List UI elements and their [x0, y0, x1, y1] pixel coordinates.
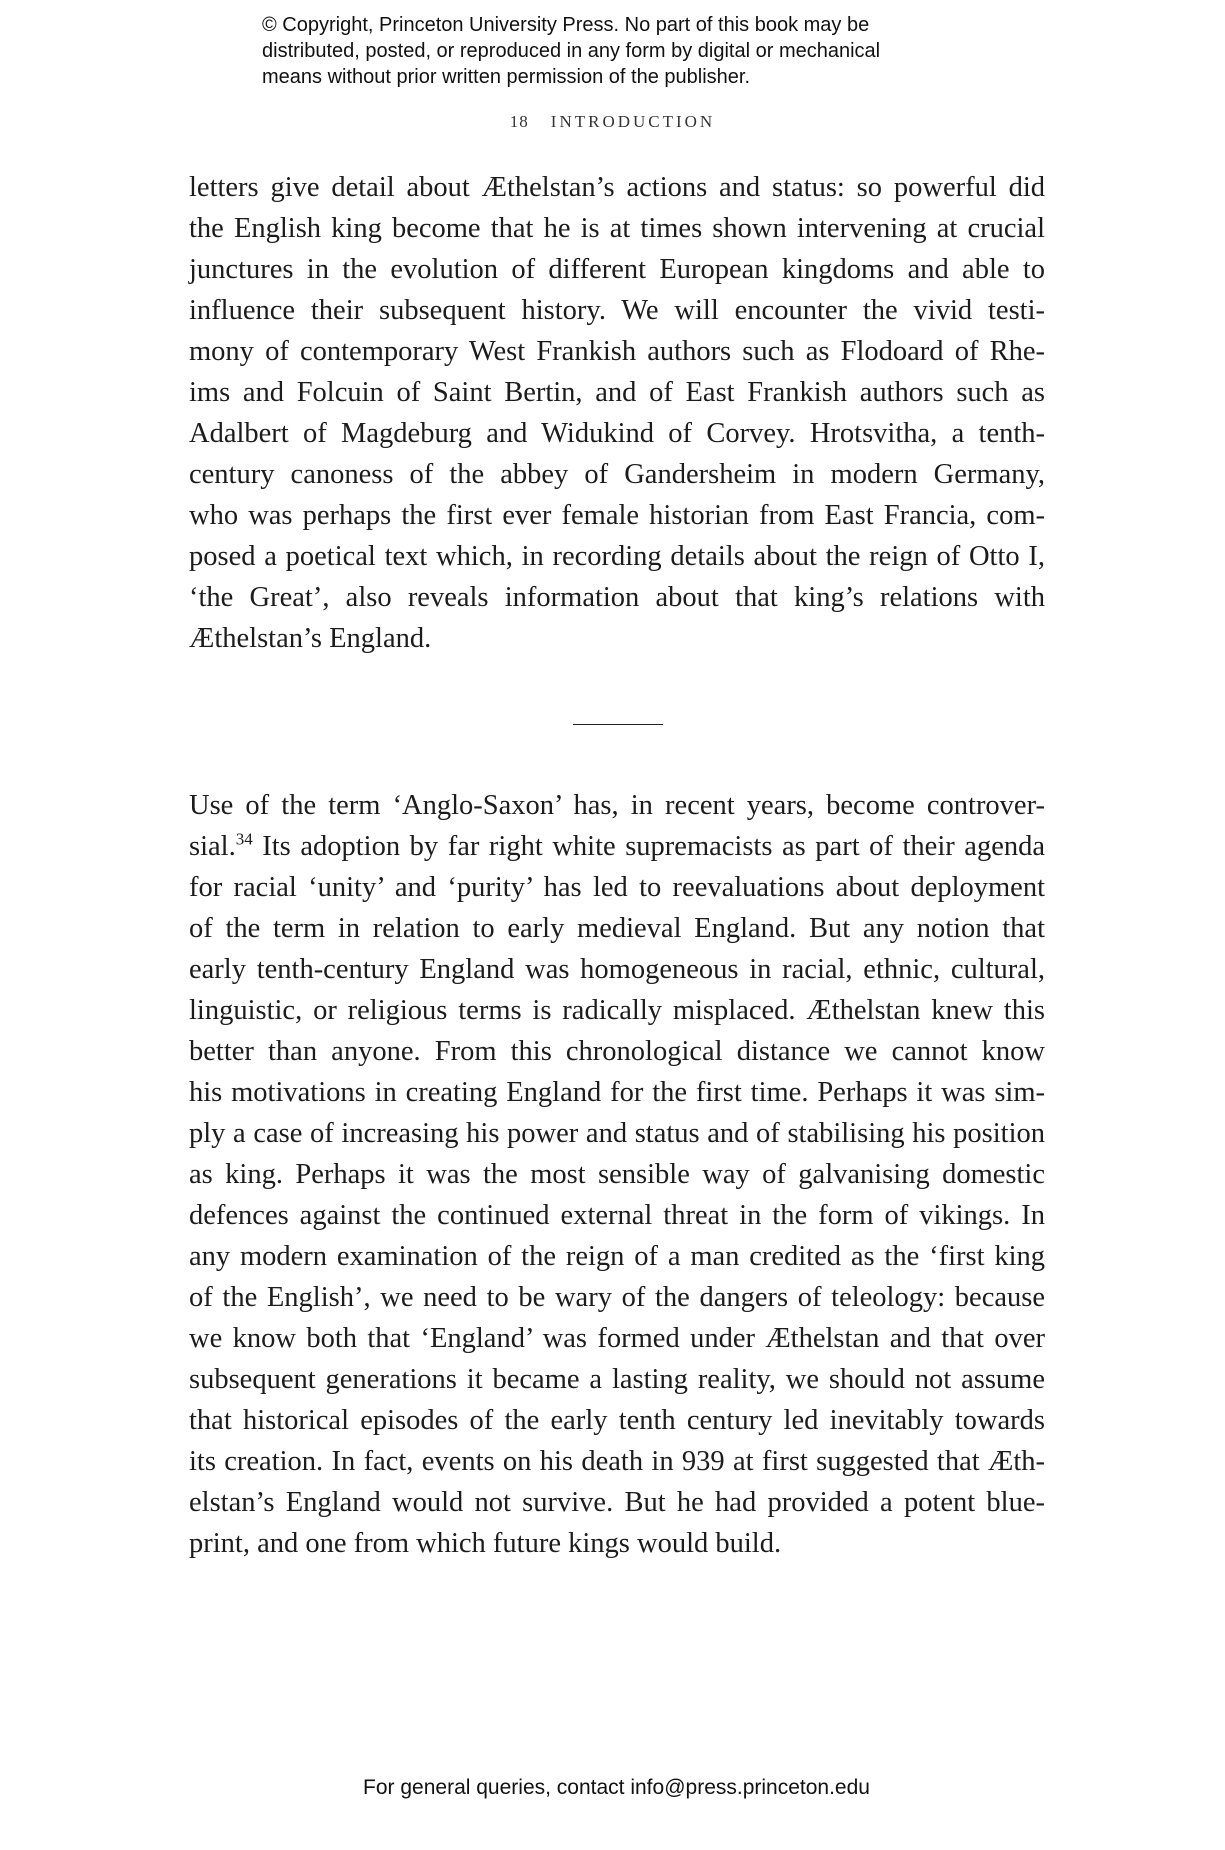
text-line: his motivations in creating England for the first time. Perhaps it was sim-: [189, 1077, 1045, 1108]
footnote-reference[interactable]: 34: [235, 829, 253, 849]
text-line: ‘the Great’, also reveals information about that king’s relations with: [189, 582, 1045, 613]
section-title: INTRODUCTION: [550, 112, 716, 131]
text-line: subsequent generations it became a lasting reality, we should not assume: [189, 1364, 1045, 1395]
text-line: of the term in relation to early medieval England. But any notion that: [189, 913, 1045, 944]
text-line: letters give detail about Æthelstan’s actions and status: so powerful did: [189, 172, 1045, 203]
paragraph-1: [189, 167, 1045, 659]
text-line: early tenth-century England was homogeneous in racial, ethnic, cultural,: [189, 954, 1045, 985]
text-line: junctures in the evolution of different European kingdoms and able to: [189, 254, 1045, 285]
text-line: Adalbert of Magdeburg and Widukind of Corvey. Hrotsvitha, a tenth-: [189, 418, 1045, 449]
text-line: linguistic, or religious terms is radically misplaced. Æthelstan knew this: [189, 995, 1045, 1026]
copyright-line: © Copyright, Princeton University Press. No part of this book may be: [262, 14, 870, 36]
text-line: posed a poetical text which, in recording details about the reign of Otto I,: [189, 541, 1045, 572]
footer-contact: For general queries, contact info@press.princeton.edu: [363, 1776, 870, 1799]
text-line: any modern examination of the reign of a man credited as the ‘first king: [189, 1241, 1045, 1272]
text-line: ply a case of increasing his power and status and of stabilising his position: [189, 1118, 1045, 1149]
text-line: we know both that ‘England’ was formed under Æthelstan and that over: [189, 1323, 1045, 1354]
text-line: that historical episodes of the early tenth century led inevitably towards: [189, 1405, 1045, 1436]
running-head: [0, 112, 1225, 132]
text-line: Use of the term ‘Anglo-Saxon’ has, in recent years, become controver-: [189, 790, 1045, 821]
copyright-notice: [262, 12, 1022, 90]
text-line: influence their subsequent history. We will encounter the vivid testi-: [189, 295, 1045, 326]
text-line: the English king become that he is at times shown intervening at crucial: [189, 213, 1045, 244]
text-line: Æthelstan’s England.: [189, 623, 432, 654]
text-line-with-note: [189, 826, 1045, 867]
text-fragment: Its adoption by far right white supremacists as part of their agenda: [252, 831, 1045, 862]
text-line: as king. Perhaps it was the most sensible way of galvanising domestic: [189, 1159, 1045, 1190]
text-line: who was perhaps the first ever female historian from East Francia, com-: [189, 500, 1045, 531]
text-line: ims and Folcuin of Saint Bertin, and of East Frankish authors such as: [189, 377, 1045, 408]
section-break-rule: [573, 724, 663, 725]
text-line: century canoness of the abbey of Gandersheim in modern Germany,: [189, 459, 1045, 490]
copyright-line: distributed, posted, or reproduced in any form by digital or mechanical: [262, 40, 881, 62]
text-line: better than anyone. From this chronological distance we cannot know: [189, 1036, 1045, 1067]
text-line: defences against the continued external threat in the form of vikings. In: [189, 1200, 1045, 1231]
text-line: print, and one from which future kings would build.: [189, 1528, 782, 1559]
text-line: for racial ‘unity’ and ‘purity’ has led to reevaluations about deployment: [189, 872, 1045, 903]
page-number: 18: [509, 112, 529, 131]
paragraph-2: [189, 785, 1045, 1564]
text-line: mony of contemporary West Frankish authors such as Flodoard of Rhe-: [189, 336, 1045, 367]
text-line: of the English’, we need to be wary of the dangers of teleology: because: [189, 1282, 1045, 1313]
copyright-line: means without prior written permission of the publisher.: [262, 66, 751, 88]
text-line: its creation. In fact, events on his death in 939 at first suggested that Æth-: [189, 1446, 1045, 1477]
text-line: elstan’s England would not survive. But he had provided a potent blue-: [189, 1487, 1045, 1518]
text-fragment: sial.: [189, 831, 236, 862]
